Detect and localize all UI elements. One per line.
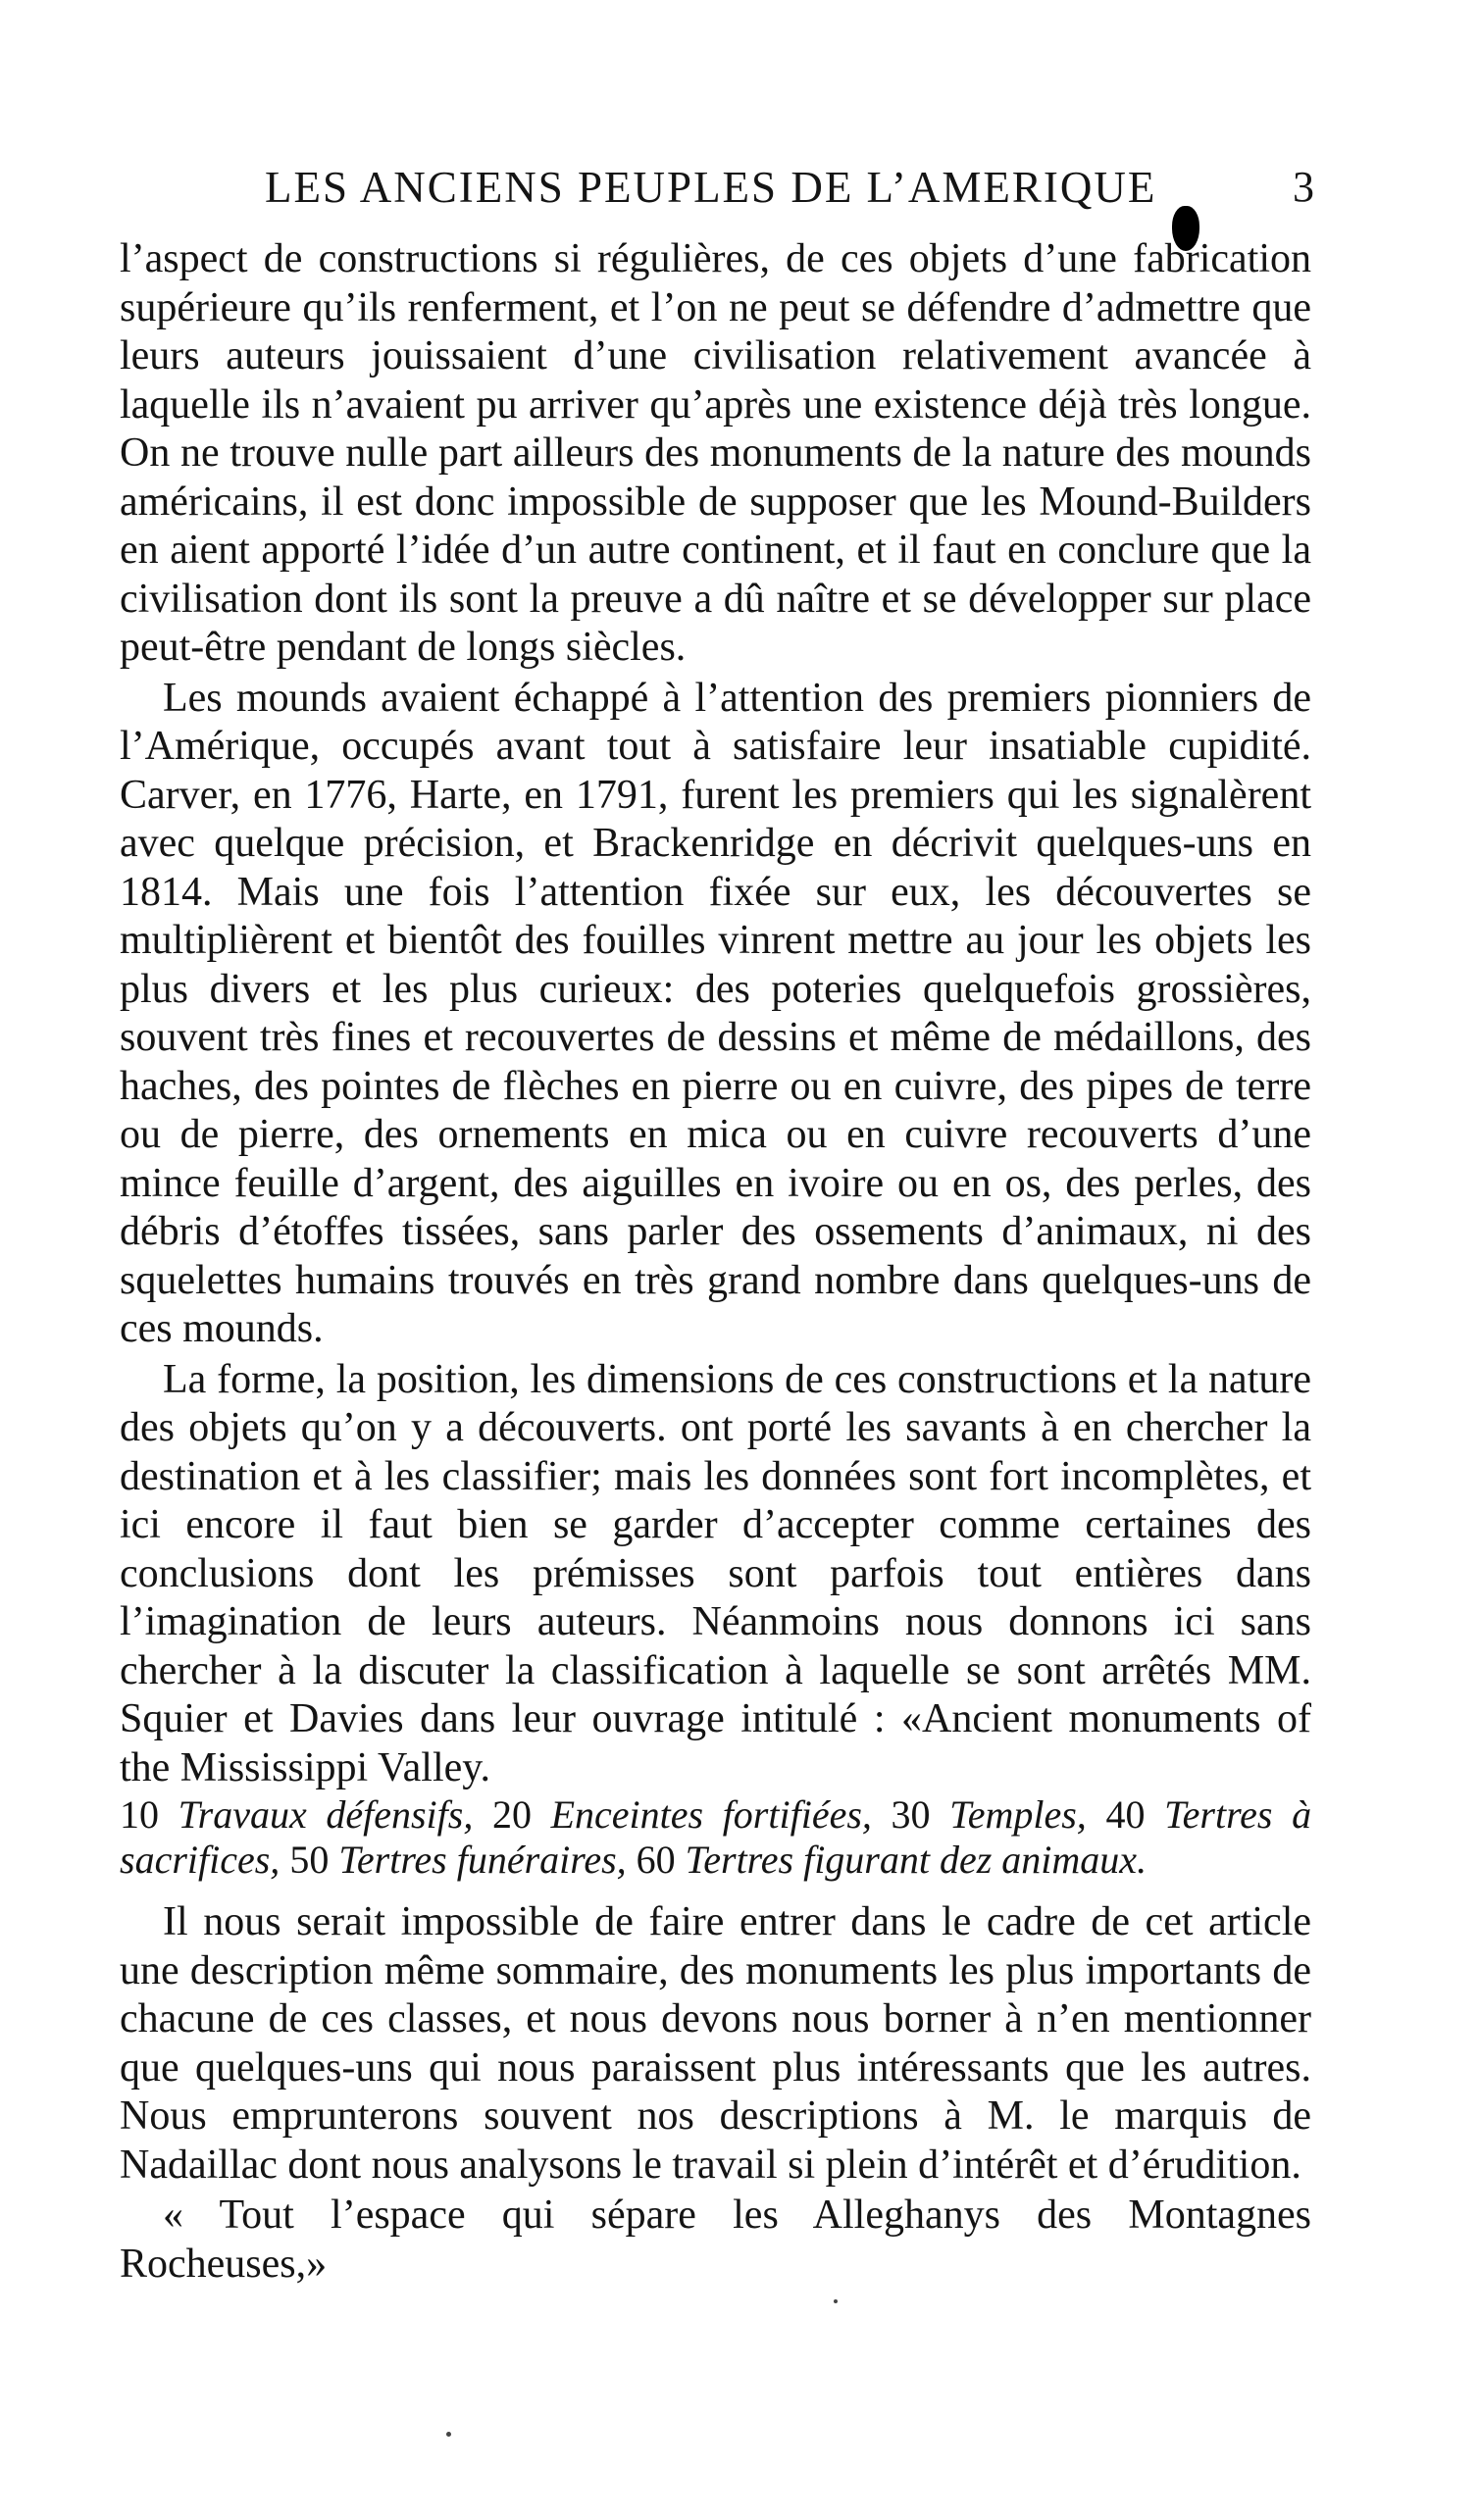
paper-speck — [446, 2432, 451, 2437]
paper-speck — [834, 2299, 838, 2303]
classification-item: 50 Tertres funéraires, — [289, 1838, 627, 1882]
paragraph-3: La forme, la position, les dimensions de ces constructions et la nature des objets qu’on y a découverts. ont porté les savants à en chercher la destination et à les classifier; mais les données sont fort incomplètes, et ici encore il faut bien se garder d’accepter comme certaines des conclusions dont les prémisses sont parfois tout entières dans l’imagination de leurs auteurs. Néanmoins nous donnons ici sans chercher à la discuter la classification à laquelle se sont arrêtés MM. Squier et Davies dans leur ouvrage intitulé : «Ancient monuments of the Mississippi Valley. — [120, 1356, 1311, 1790]
paragraph-1: l’aspect de constructions si régulières, de ces objets d’une fabrication supérieure qu’ils renferment, et l’on ne peut se défendre d’admettre que leurs auteurs jouissaient d’une civilisation relativement avancée à laquelle ils n’avaient pu arriver qu’après une existence déjà très longue. On ne trouve nulle part ailleurs des monuments de la nature des mounds américains, il est donc impossible de supposer que les Mound-Builders en aient apporté l’idée d’un autre continent, et il faut en conclure que la civilisation dont ils sont la preuve a dû naître et se développer sur place peut-être pendant de longs siècles. — [120, 236, 1311, 670]
paragraph-2: Les mounds avaient échappé à l’attention des premiers pionniers de l’Amérique, occupés avant tout à satisfaire leur insatiable cupidité. Carver, en 1776, Harte, en 1791, furent les premiers qui les signalèrent avec quelque précision, et Brackenridge en décrivit quelques-uns en 1814. Mais une fois l’attention fixée sur eux, les découvertes se multiplièrent et bientôt des fouilles vinrent mettre au jour les objets les plus divers et les plus curieux: des poteries quelquefois grossières, souvent très fines et recouvertes de dessins et même de médaillons, des haches, des pointes de flèches en pierre ou en cuivre, des pipes de terre ou de pierre, des ornements en mica ou en cuivre recouverts d’une mince feuille d’argent, des aiguilles en ivoire ou en os, des perles, des débris d’étoffes tissées, sans parler des ossements d’animaux, ni des squelettes humains trouvés en très grand nombre dans quelques-uns de ces mounds. — [120, 675, 1311, 1351]
classification-item: 20 Enceintes fortifiées, — [491, 1792, 872, 1837]
paragraph-4: Il nous serait impossible de faire entrer dans le cadre de cet article une description même sommaire, des monuments les plus importants de chacune de ces classes, et nous devons nous borner à n’en mentionner que quelques-uns qui nous paraissent plus intéressants que les autres. Nous emprunterons souvent nos descriptions à M. le marquis de Nadaillac dont nous analysons le travail si plein d’intérêt et d’érudition. — [120, 1899, 1311, 2188]
classification-list — [120, 1792, 1311, 1883]
classification-item: 40 Tertres à sacrifices, — [120, 1792, 1312, 1882]
classification-item: 60 Tertres figurant dez animaux. — [636, 1838, 1148, 1882]
page-number: 3 — [1293, 163, 1314, 211]
classification-item: 10 Travaux défensifs, — [120, 1792, 474, 1837]
page-header — [255, 162, 1314, 221]
running-title: LES ANCIENS PEUPLES DE L’AMERIQUE — [265, 163, 1157, 212]
body-text — [120, 235, 1311, 2289]
paragraph-5: « Tout l’espace qui sépare les Alleghanys des Montagnes Rocheuses,» — [120, 2192, 1311, 2287]
spacer — [120, 1883, 1311, 1896]
classification-item: 30 Temples, — [891, 1792, 1087, 1837]
